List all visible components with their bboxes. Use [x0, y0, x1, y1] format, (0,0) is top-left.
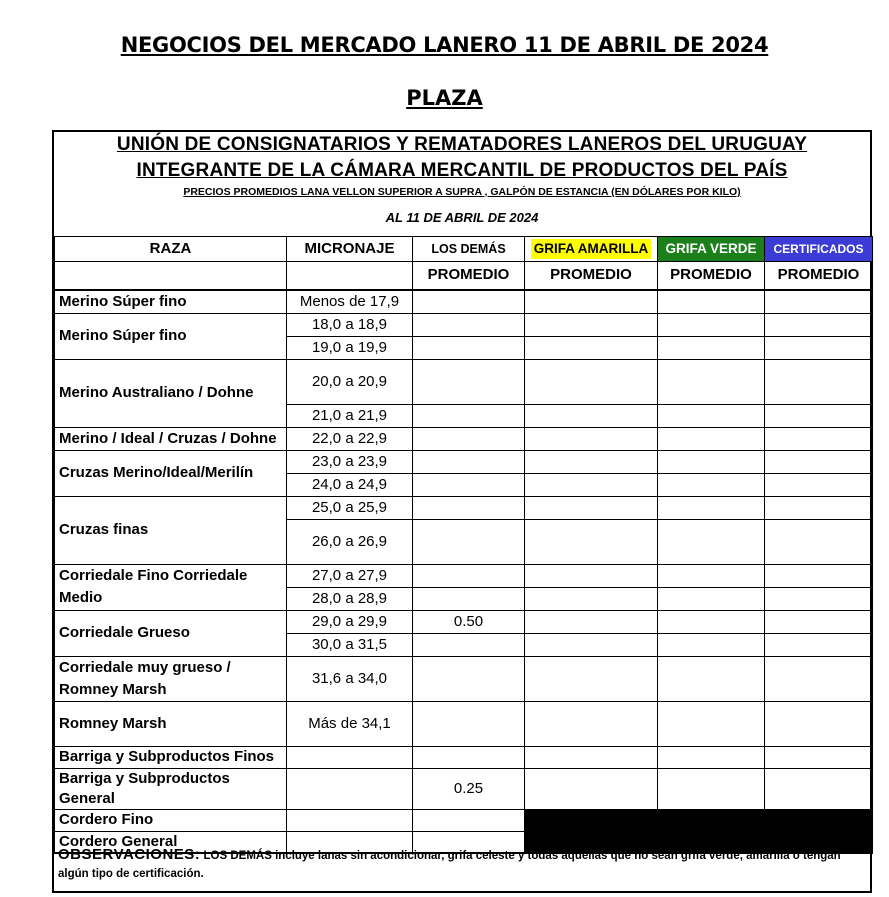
raza-cell: Merino Súper fino — [55, 313, 287, 359]
org-affiliation: INTEGRANTE DE LA CÁMARA MERCANTIL DE PRODUCTOS DEL PAÍS — [136, 160, 788, 181]
los-demas-promedio-cell — [413, 450, 525, 473]
grifa-verde-promedio-cell — [658, 404, 765, 427]
subheader-promedio-los-demas: PROMEDIO — [413, 262, 525, 290]
los-demas-promedio-cell — [413, 427, 525, 450]
los-demas-promedio-cell — [413, 336, 525, 359]
column-header-raza: RAZA — [55, 237, 287, 262]
los-demas-promedio-cell — [413, 701, 525, 746]
los-demas-promedio-cell — [413, 290, 525, 314]
los-demas-promedio-cell — [413, 313, 525, 336]
grifa-verde-promedio-cell — [658, 290, 765, 314]
los-demas-promedio-cell — [413, 809, 525, 831]
raza-cell: Merino Australiano / Dohne — [55, 359, 287, 427]
raza-cell: Cruzas finas — [55, 496, 287, 564]
raza-cell: Cordero General — [55, 831, 287, 853]
raza-cell: Barriga y Subproductos Finos — [55, 746, 287, 768]
certificados-promedio-cell — [765, 701, 873, 746]
grifa-verde-promedio-cell — [658, 587, 765, 610]
grifa-amarilla-promedio-cell — [525, 290, 658, 314]
certificados-promedio-cell — [765, 564, 873, 587]
micronaje-cell — [287, 746, 413, 768]
certificados-promedio-cell — [765, 359, 873, 404]
los-demas-promedio-cell — [413, 564, 525, 587]
los-demas-promedio-cell — [413, 473, 525, 496]
grifa-amarilla-promedio-cell — [525, 656, 658, 701]
micronaje-cell: 20,0 a 20,9 — [287, 359, 413, 404]
certificados-promedio-cell — [765, 587, 873, 610]
grifa-amarilla-promedio-cell — [525, 473, 658, 496]
micronaje-cell: 28,0 a 28,9 — [287, 587, 413, 610]
grifa-amarilla-promedio-cell — [525, 587, 658, 610]
observations — [58, 846, 868, 883]
certificados-promedio-cell — [765, 519, 873, 564]
certificados-promedio-cell — [765, 473, 873, 496]
grifa-verde-promedio-cell — [658, 610, 765, 633]
page-title: NEGOCIOS DEL MERCADO LANERO 11 DE ABRIL DE 2024 — [120, 33, 769, 57]
grifa-verde-promedio-cell — [658, 450, 765, 473]
grifa-amarilla-promedio-cell — [525, 404, 658, 427]
price-description: PRECIOS PROMEDIOS LANA VELLON SUPERIOR A SUPRA , GALPÓN DE ESTANCIA (EN DÓLARES POR KILO) — [183, 186, 741, 198]
org-name: UNIÓN DE CONSIGNATARIOS Y REMATADORES LANEROS DEL URUGUAY — [116, 134, 808, 155]
los-demas-promedio-cell — [413, 496, 525, 519]
los-demas-promedio-cell — [413, 587, 525, 610]
micronaje-cell — [287, 768, 413, 809]
grifa-amarilla-promedio-cell — [525, 313, 658, 336]
grifa-amarilla-promedio-cell — [525, 450, 658, 473]
column-header-grifa-amarilla: GRIFA AMARILLA — [531, 239, 652, 259]
column-header-certificados: CERTIFICADOS — [773, 242, 864, 256]
los-demas-promedio-cell — [413, 633, 525, 656]
micronaje-cell: 25,0 a 25,9 — [287, 496, 413, 519]
certificados-promedio-cell — [765, 290, 873, 314]
grifa-amarilla-promedio-cell — [525, 427, 658, 450]
grifa-amarilla-promedio-cell — [525, 496, 658, 519]
certificados-promedio-cell — [765, 313, 873, 336]
micronaje-cell: 21,0 a 21,9 — [287, 404, 413, 427]
los-demas-promedio-cell — [413, 404, 525, 427]
raza-cell: Corriedale Fino Corriedale Medio — [55, 564, 287, 610]
grifa-amarilla-promedio-cell — [525, 633, 658, 656]
los-demas-promedio-cell — [413, 746, 525, 768]
micronaje-cell: Menos de 17,9 — [287, 290, 413, 314]
los-demas-promedio-cell: 0.50 — [413, 610, 525, 633]
micronaje-cell: 19,0 a 19,9 — [287, 336, 413, 359]
page-subtitle: PLAZA — [406, 86, 483, 110]
grifa-verde-promedio-cell — [658, 701, 765, 746]
raza-cell: Corriedale muy grueso / Romney Marsh — [55, 656, 287, 701]
certificados-promedio-cell — [765, 768, 873, 809]
raza-cell: Corriedale Grueso — [55, 610, 287, 656]
certificados-promedio-cell — [765, 656, 873, 701]
column-header-grifa-verde: GRIFA VERDE — [665, 241, 757, 256]
subheader-promedio-certificados: PROMEDIO — [765, 262, 873, 290]
grifa-verde-promedio-cell — [658, 427, 765, 450]
micronaje-cell: 29,0 a 29,9 — [287, 610, 413, 633]
certificados-promedio-cell — [765, 746, 873, 768]
column-header-micronaje: MICRONAJE — [287, 237, 413, 262]
observations-label: OBSERVACIONES: — [58, 846, 201, 863]
raza-cell: Merino / Ideal / Cruzas / Dohne — [55, 427, 287, 450]
micronaje-cell: 22,0 a 22,9 — [287, 427, 413, 450]
grifa-amarilla-promedio-cell — [525, 564, 658, 587]
micronaje-cell: 23,0 a 23,9 — [287, 450, 413, 473]
micronaje-cell: 24,0 a 24,9 — [287, 473, 413, 496]
grifa-verde-promedio-cell — [658, 768, 765, 809]
grifa-verde-promedio-cell — [658, 496, 765, 519]
certificados-promedio-cell — [765, 336, 873, 359]
micronaje-cell — [287, 809, 413, 831]
certificados-promedio-cell — [765, 496, 873, 519]
grifa-amarilla-promedio-cell — [525, 336, 658, 359]
micronaje-cell: 30,0 a 31,5 — [287, 633, 413, 656]
los-demas-promedio-cell — [413, 656, 525, 701]
subheader-promedio-grifa-amarilla: PROMEDIO — [525, 262, 658, 290]
grifa-verde-promedio-cell — [658, 336, 765, 359]
grifa-amarilla-promedio-cell — [525, 701, 658, 746]
micronaje-cell: 27,0 a 27,9 — [287, 564, 413, 587]
report-date: AL 11 DE ABRIL DE 2024 — [385, 210, 539, 225]
los-demas-promedio-cell — [413, 359, 525, 404]
certificados-promedio-cell — [765, 633, 873, 656]
los-demas-promedio-cell — [413, 519, 525, 564]
price-table — [54, 236, 873, 854]
micronaje-cell: Más de 34,1 — [287, 701, 413, 746]
grifa-verde-promedio-cell — [658, 656, 765, 701]
grifa-amarilla-promedio-cell — [525, 768, 658, 809]
observations-text: LOS DEMÁS incluye lanas sin acondicionar, grifa celeste y todas aquellas que no sean grifa verde, amarilla o tengan algún tipo de certificación. — [58, 850, 841, 880]
micronaje-cell: 18,0 a 18,9 — [287, 313, 413, 336]
certificados-promedio-cell — [765, 450, 873, 473]
raza-cell: Cruzas Merino/Ideal/Merilín — [55, 450, 287, 496]
grifa-amarilla-promedio-cell — [525, 519, 658, 564]
raza-cell: Romney Marsh — [55, 701, 287, 746]
grifa-verde-promedio-cell — [658, 473, 765, 496]
grifa-verde-promedio-cell — [658, 746, 765, 768]
certificados-promedio-cell — [765, 610, 873, 633]
grifa-verde-promedio-cell — [658, 519, 765, 564]
grifa-verde-promedio-cell — [658, 359, 765, 404]
micronaje-cell: 31,6 a 34,0 — [287, 656, 413, 701]
los-demas-promedio-cell: 0.25 — [413, 768, 525, 809]
micronaje-cell: 26,0 a 26,9 — [287, 519, 413, 564]
grifa-verde-promedio-cell — [658, 313, 765, 336]
column-header-los-demas: LOS DEMÁS — [413, 237, 525, 262]
raza-cell: Barriga y Subproductos General — [55, 768, 287, 809]
raza-cell: Cordero Fino — [55, 809, 287, 831]
grifa-amarilla-promedio-cell — [525, 359, 658, 404]
grifa-amarilla-promedio-cell — [525, 610, 658, 633]
grifa-verde-promedio-cell — [658, 633, 765, 656]
certificados-promedio-cell — [765, 404, 873, 427]
subheader-promedio-grifa-verde: PROMEDIO — [658, 262, 765, 290]
grifa-verde-promedio-cell — [658, 564, 765, 587]
certificados-promedio-cell — [765, 427, 873, 450]
price-sheet — [52, 130, 872, 893]
raza-cell: Merino Súper fino — [55, 290, 287, 314]
grifa-amarilla-promedio-cell — [525, 746, 658, 768]
